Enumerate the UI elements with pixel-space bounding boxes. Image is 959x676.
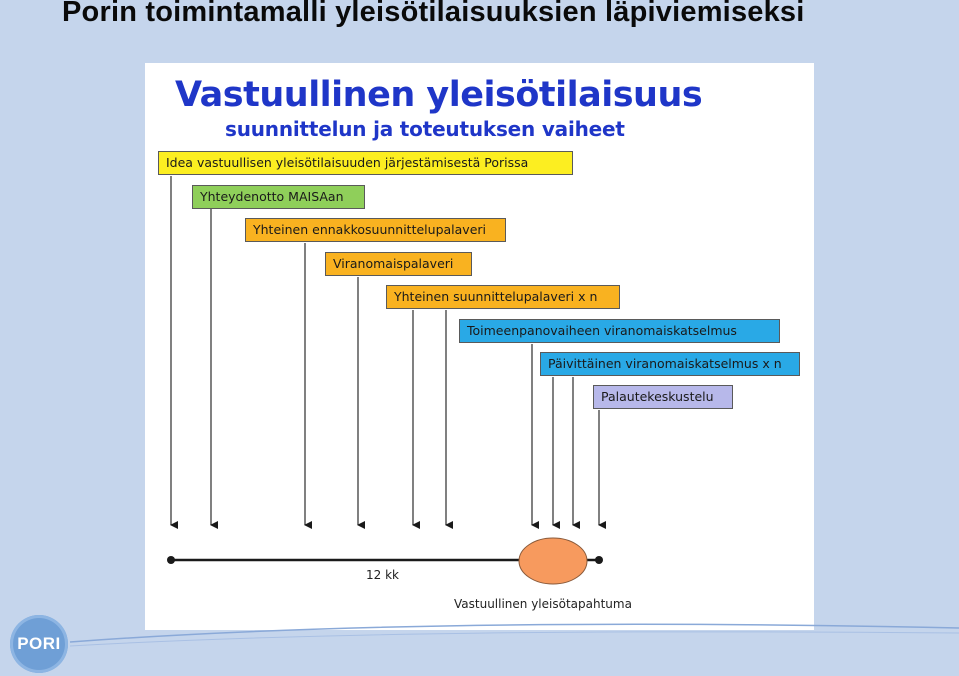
step-authority-meeting: Viranomaispalaveri [325, 252, 472, 276]
timeline-start-dot [167, 556, 175, 564]
step-planning-meeting: Yhteinen suunnittelupalaveri x n [386, 285, 620, 309]
diagram-panel [145, 63, 814, 630]
event-ellipse [519, 538, 587, 584]
pori-logo: PORI [10, 615, 68, 673]
duration-label: 12 kk [366, 568, 399, 582]
timeline-arrows [145, 63, 814, 630]
step-contact-maisa: Yhteydenotto MAISAan [192, 185, 365, 209]
step-feedback: Palautekeskustelu [593, 385, 733, 409]
step-idea: Idea vastuullisen yleisötilaisuuden järjestämisestä Porissa [158, 151, 573, 175]
step-implementation-inspection: Toimeenpanovaiheen viranomaiskatselmus [459, 319, 780, 343]
slide-title: Porin toimintamalli yleisötilaisuuksien läpiviemiseksi [62, 0, 805, 28]
diagram-subheading: suunnittelun ja toteutuksen vaiheet [225, 117, 625, 141]
footer-swoosh [0, 600, 959, 676]
step-daily-inspection: Päivittäinen viranomaiskatselmus x n [540, 352, 800, 376]
step-pre-planning-meeting: Yhteinen ennakkosuunnittelupalaveri [245, 218, 506, 242]
timeline-end-dot [595, 556, 603, 564]
event-label: Vastuullinen yleisötapahtuma [454, 597, 632, 611]
diagram-heading: Vastuullinen yleisötilaisuus [175, 75, 703, 115]
